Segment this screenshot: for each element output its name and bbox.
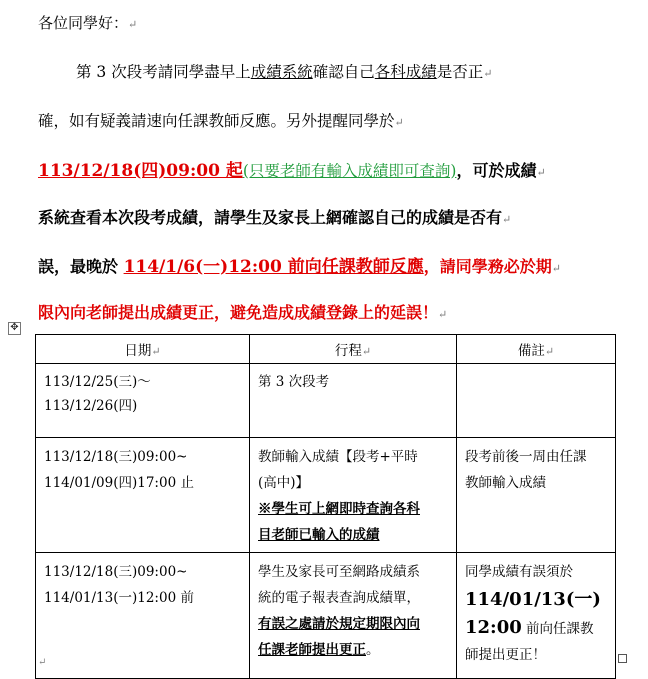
note-cell <box>457 438 616 553</box>
date-line: 113/12/18(三)09:00~ <box>44 564 188 580</box>
note-cell <box>457 553 616 679</box>
event-highlight-line: ※學生可上網即時查詢各科 <box>258 501 420 517</box>
schedule-table <box>35 334 616 679</box>
event-highlight-line: 目老師已輸入的成績 <box>258 527 380 543</box>
date-cell <box>36 438 250 553</box>
header-note: 備註↵ <box>457 335 616 364</box>
date-cell <box>36 364 250 438</box>
event-line: (高中)】 <box>258 475 310 491</box>
paragraph-line-4: 系統查看本次段考成績，請學生及家長上網確認自己的成績是否有↵ <box>38 208 512 227</box>
table-header-row <box>36 335 616 364</box>
header-event: 行程↵ <box>250 335 457 364</box>
note-deadline-time: 12:00 <box>465 617 522 638</box>
date-line: 114/01/13(一)12:00 前 <box>44 590 194 606</box>
paragraph-line-6: 限內向老師提出成績更正，避免造成成績登錄上的延誤！↵ <box>38 303 448 322</box>
paragraph-line-1: 第 3 次段考請同學盡早上成績系統確認自己各科成績是否正↵ <box>76 63 493 81</box>
paragraph-line-2: 確，如有疑義請速向任課教師反應。另外提醒同學於↵ <box>38 112 404 130</box>
event-line: 統的電子報表查詢成績單， <box>258 590 420 606</box>
greeting: 各位同學好：↵ <box>38 14 138 32</box>
event-cell <box>250 438 457 553</box>
event-highlight-line: 任課老師提出更正 <box>258 642 366 658</box>
event-cell <box>250 553 457 679</box>
note-line: 前向任課教 <box>526 621 594 637</box>
table-resize-handle[interactable] <box>618 654 627 663</box>
event-highlight-line: 有誤之處請於規定期限內向 <box>258 616 420 632</box>
table-row <box>36 553 616 679</box>
paragraph-end-mark: ↵ <box>38 657 47 668</box>
event-line: 第 3 次段考 <box>258 374 330 390</box>
note-line: 教師輸入成績 <box>465 475 546 491</box>
table-row <box>36 364 616 438</box>
event-cell <box>250 364 457 438</box>
date-line: 114/01/09(四)17:00 止 <box>44 475 194 491</box>
note-deadline-date: 114/01/13(一) <box>465 589 601 610</box>
event-line: 教師輸入成績【段考+平時 <box>258 449 418 465</box>
date-line: 113/12/18(三)09:00~ <box>44 449 188 465</box>
paragraph-line-5: 誤，最晚於 114/1/6(一)12:00 前向任課教師反應，請同學務必於期↵ <box>38 257 561 277</box>
note-line: 師提出更正！ <box>465 647 546 663</box>
date-line: 113/12/25(三)～ <box>44 374 151 390</box>
date-cell <box>36 553 250 679</box>
header-date: 日期↵ <box>36 335 250 364</box>
event-line: 學生及家長可至網路成績系 <box>258 564 420 580</box>
table-move-handle-icon[interactable]: ✥ <box>8 322 21 335</box>
event-tail: 。 <box>366 642 380 658</box>
paragraph-line-3: 113/12/18(四)09:00 起(只要老師有輸入成績即可查詢)，可於成績↵ <box>38 161 546 181</box>
note-line: 段考前後一周由任課 <box>465 449 587 465</box>
table-row <box>36 438 616 553</box>
date-line: 113/12/26(四) <box>44 398 138 414</box>
note-cell <box>457 364 616 438</box>
note-line: 同學成績有誤須於 <box>465 564 573 580</box>
